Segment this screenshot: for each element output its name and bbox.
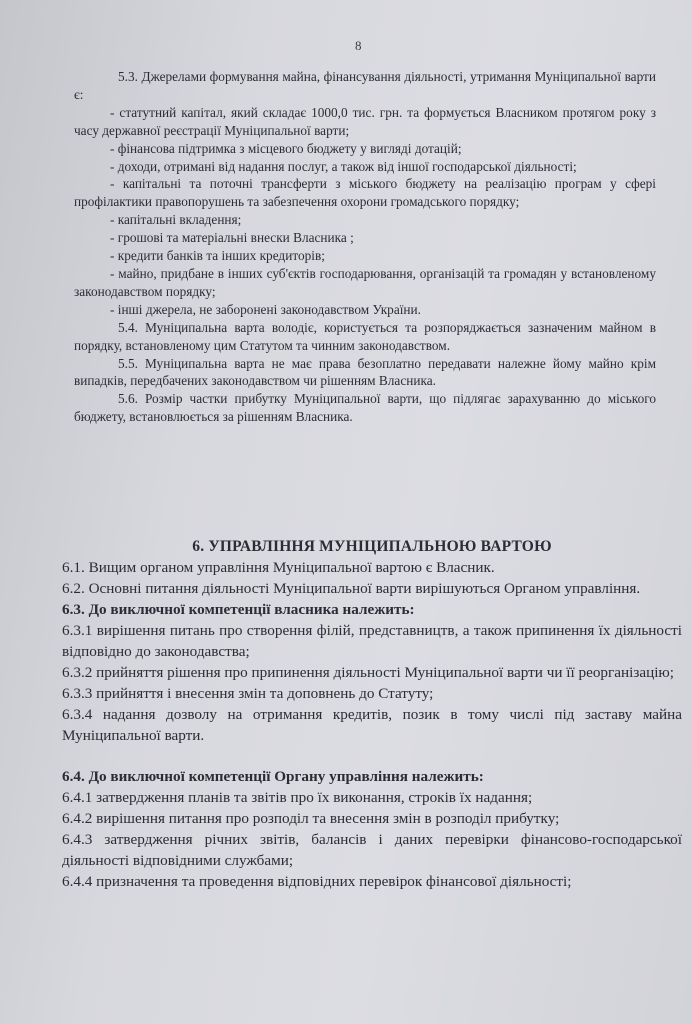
paragraph-5-6: 5.6. Розмір частки прибутку Муніципальної варти, що підлягає зарахуванню до міського бюджету, встановлюється за рішенням Власника. xyxy=(74,391,656,425)
list-item: - майно, придбане в інших суб'єктів господарювання, організацій та громадян у встановленому законодавством порядку; xyxy=(74,265,656,299)
list-item: - доходи, отримані від надання послуг, а також від іншої господарської діяльності; xyxy=(110,158,577,174)
spacer xyxy=(62,746,682,766)
list-item: 6.4.4 призначення та проведення відповідних перевірок фінансової діяльності; xyxy=(62,873,572,890)
paragraph-6-4-heading: 6.4. До виключної компетенції Органу управління належить: xyxy=(62,768,484,785)
list-item: - капітальні та поточні трансферти з міського бюджету на реалізацію програм у сфері профілактики правопорушень та забезпечення охорони громадського порядку; xyxy=(74,176,656,210)
paragraph-6-3-heading: 6.3. До виключної компетенції власника належить: xyxy=(62,601,415,618)
list-item: - фінансова підтримка з місцевого бюджету у вигляді дотацій; xyxy=(110,140,462,156)
list-item: 6.3.1 вирішення питань про створення філій, представництв, а також припинення їх діяльності відповідно до законодавства; xyxy=(62,622,682,660)
list-item: - грошові та матеріальні внески Власника ; xyxy=(110,230,354,246)
list-item: - статутний капітал, який складає 1000,0 тис. грн. та формується Власником протягом року з часу державної реєстрації Муніципальної варти; xyxy=(74,104,656,138)
list-item: 6.4.3 затвердження річних звітів, балансів і даних перевірки фінансово-господарської діяльності відповідними службами; xyxy=(62,831,682,869)
section-6-body xyxy=(62,536,682,892)
section-5-body xyxy=(74,68,656,426)
page-number: 8 xyxy=(355,38,362,53)
list-item: 6.3.3 прийняття і внесення змін та доповнень до Статуту; xyxy=(62,685,434,702)
list-item: 6.4.2 вирішення питання про розподіл та внесення змін в розподіл прибутку; xyxy=(62,810,560,827)
list-item: 6.3.4 надання дозволу на отримання кредитів, позик в тому числі під заставу майна Муніципальної варти. xyxy=(62,706,682,744)
list-item: 6.3.2 прийняття рішення про припинення діяльності Муніципальної варти чи її реорганізацію; xyxy=(62,664,674,681)
list-item: 6.4.1 затвердження планів та звітів про їх виконання, строків їх надання; xyxy=(62,789,533,806)
list-item: - інші джерела, не заборонені законодавством України. xyxy=(110,301,421,317)
list-item: - капітальні вкладення; xyxy=(110,212,242,228)
paragraph-5-4: 5.4. Муніципальна варта володіє, користується та розпоряджається зазначеним майном в порядку, встановленому цим Статутом та чинним законодавством. xyxy=(74,319,656,353)
paragraph-6-1: 6.1. Вищим органом управління Муніципальної вартою є Власник. xyxy=(62,559,495,576)
list-item: - кредити банків та інших кредиторів; xyxy=(110,248,325,264)
paragraph-5-3: 5.3. Джерелами формування майна, фінансування діяльності, утримання Муніципальної варти є: xyxy=(74,69,656,102)
paragraph-6-2: 6.2. Основні питання діяльності Муніципальної варти вирішуються Органом управління. xyxy=(62,580,641,597)
section-6-title: 6. УПРАВЛІННЯ МУНІЦИПАЛЬНОЮ ВАРТОЮ xyxy=(192,538,552,555)
paragraph-5-5: 5.5. Муніципальна варта не має права безоплатно передавати належне йому майно крім випадків, передбачених законодавством чи рішенням Власника. xyxy=(74,355,656,389)
